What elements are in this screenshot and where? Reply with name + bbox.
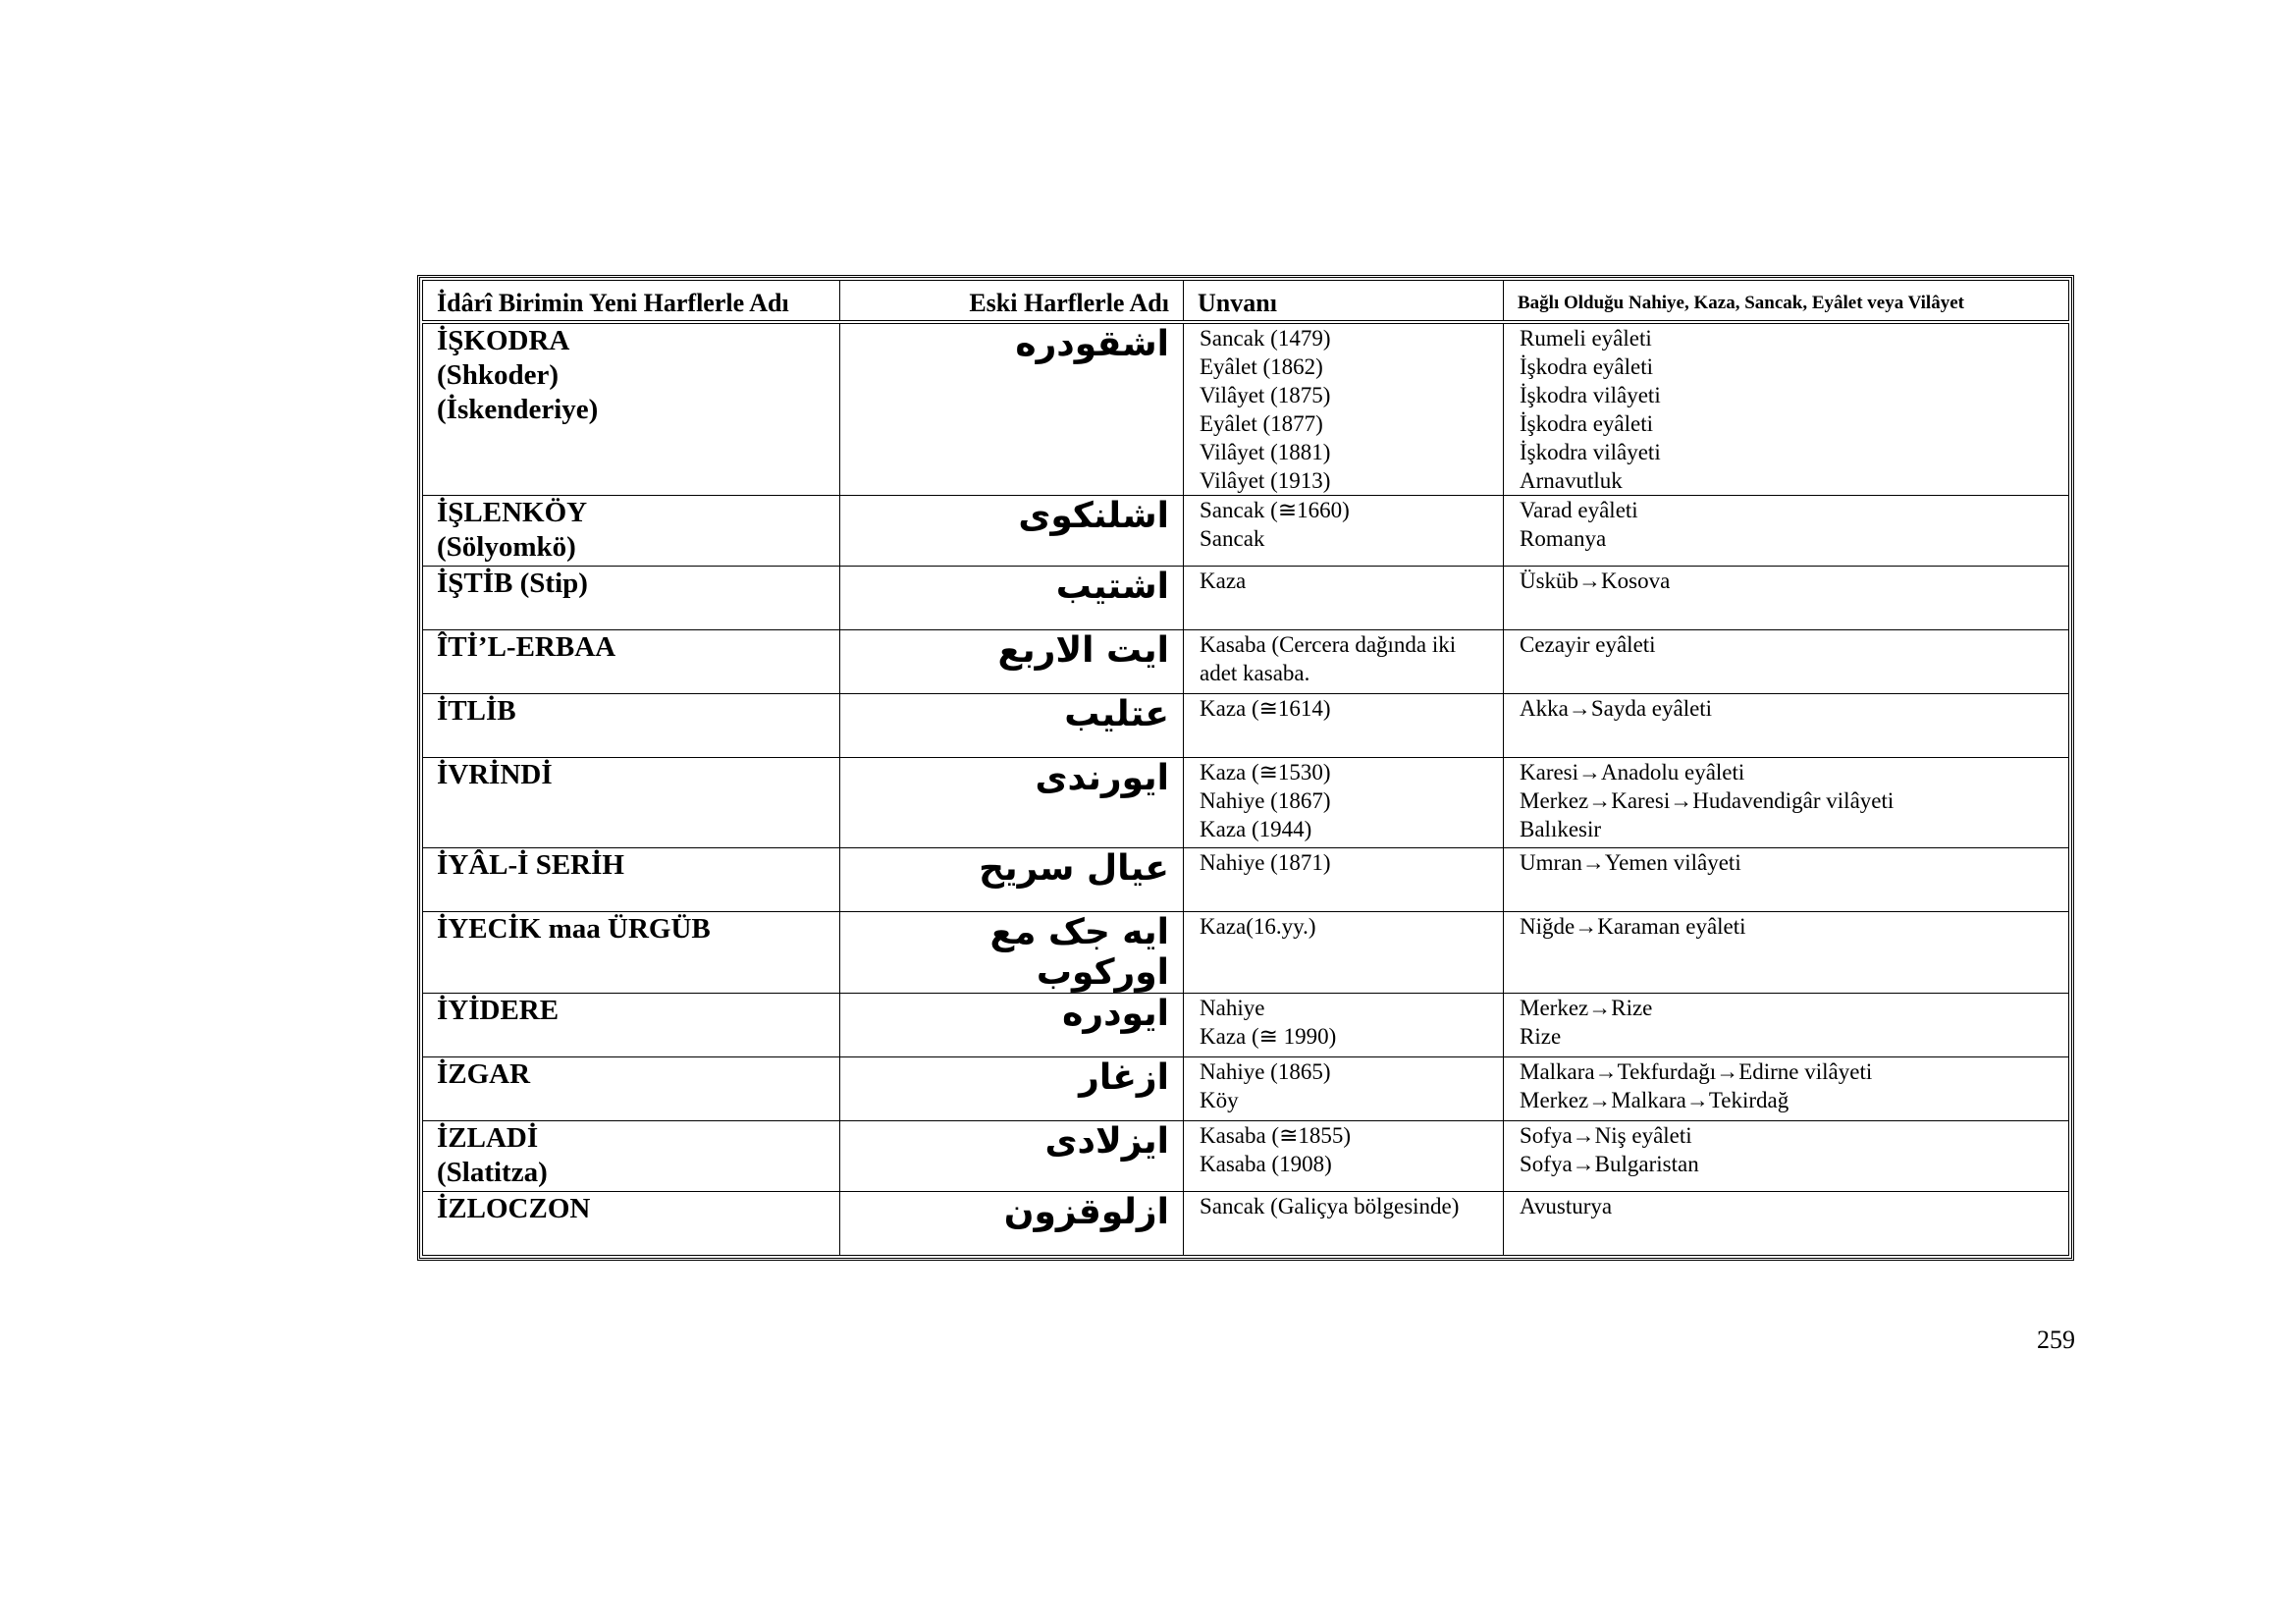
unit-dependency: [1504, 1191, 2069, 1255]
title-line: Sancak (≅1660): [1200, 497, 1350, 522]
dependency-line: Rumeli eyâleti: [1520, 325, 1652, 351]
unit-name: [423, 322, 840, 496]
unit-title: [1184, 495, 1504, 566]
unit-name: [423, 1056, 840, 1120]
unit-name: [423, 757, 840, 847]
title-line: Nahiye (1871): [1200, 849, 1331, 875]
unit-name-line: İVRİNDİ: [437, 758, 553, 790]
table-row: [423, 993, 2069, 1056]
dependency-line: Varad eyâleti: [1520, 497, 1638, 522]
dependency-line: İşkodra vilâyeti: [1520, 382, 1661, 407]
title-line: Nahiye (1867): [1200, 787, 1331, 813]
old-script-name: اشقودره: [840, 322, 1184, 496]
unit-name: [423, 495, 840, 566]
dependency-line: Akka→Sayda eyâleti: [1520, 695, 1713, 721]
unit-title: [1184, 1191, 1504, 1255]
header-dependency: Bağlı Olduğu Nahiye, Kaza, Sancak, Eyâlet veya Vilâyet: [1504, 281, 2069, 322]
dependency-line: Rize: [1520, 1023, 1562, 1049]
unit-name-line: (Slatitza): [437, 1156, 548, 1188]
title-line: Kaza (≅1530): [1200, 759, 1331, 785]
unit-dependency: [1504, 847, 2069, 911]
unit-name-line: İYİDERE: [437, 994, 560, 1026]
unit-title: [1184, 1120, 1504, 1191]
header-title: Unvanı: [1184, 281, 1504, 322]
dependency-line: Umran→Yemen vilâyeti: [1520, 849, 1741, 875]
unit-name: [423, 693, 840, 757]
old-script-name: اشتيب: [840, 566, 1184, 629]
old-script-name: عيال سريح: [840, 847, 1184, 911]
dependency-line: Balıkesir: [1520, 816, 1602, 841]
title-line: adet kasaba.: [1200, 660, 1310, 685]
dependency-line: Üsküb→Kosova: [1520, 568, 1671, 593]
table-row: [423, 911, 2069, 993]
unit-dependency: [1504, 757, 2069, 847]
unit-title: [1184, 566, 1504, 629]
unit-title: [1184, 757, 1504, 847]
title-line: Kaza(16.yy.): [1200, 913, 1316, 939]
header-new-name: İdârî Birimin Yeni Harflerle Adı: [423, 281, 840, 322]
unit-title: [1184, 629, 1504, 693]
dependency-line: Cezayir eyâleti: [1520, 631, 1656, 657]
unit-name-line: (Shkoder): [437, 358, 560, 391]
title-line: Nahiye (1865): [1200, 1058, 1331, 1084]
old-script-name: ازغار: [840, 1056, 1184, 1120]
dependency-line: İşkodra eyâleti: [1520, 410, 1654, 436]
dependency-line: Merkez→Karesi→Hudavendigâr vilâyeti: [1520, 787, 1895, 813]
old-script-name: ايت الاربع: [840, 629, 1184, 693]
unit-dependency: [1504, 911, 2069, 993]
title-line: Vilâyet (1875): [1200, 382, 1331, 407]
unit-name: [423, 566, 840, 629]
old-script-name: ايورندى: [840, 757, 1184, 847]
unit-dependency: [1504, 322, 2069, 496]
unit-dependency: [1504, 629, 2069, 693]
dependency-line: Romanya: [1520, 525, 1607, 551]
unit-name-line: İTLİB: [437, 694, 516, 727]
dependency-line: Arnavutluk: [1520, 467, 1623, 493]
dependency-line: Avusturya: [1520, 1193, 1613, 1218]
title-line: Kasaba (1908): [1200, 1151, 1332, 1176]
dependency-line: Merkez→Malkara→Tekirdağ: [1520, 1087, 1789, 1112]
unit-name-line: (İskenderiye): [437, 393, 599, 425]
table-row: [423, 1056, 2069, 1120]
header-old-script: Eski Harflerle Adı: [840, 281, 1184, 322]
old-script-name: ازلوقزون: [840, 1191, 1184, 1255]
title-line: Sancak (1479): [1200, 325, 1331, 351]
table-row: [423, 693, 2069, 757]
title-line: Nahiye: [1200, 995, 1265, 1020]
dependency-line: Merkez→Rize: [1520, 995, 1653, 1020]
unit-name: [423, 1191, 840, 1255]
table-row: [423, 1120, 2069, 1191]
title-line: Eyâlet (1862): [1200, 353, 1323, 379]
title-line: Kaza (1944): [1200, 816, 1312, 841]
unit-name-line: İŞTİB (Stip): [437, 567, 588, 599]
title-line: Vilâyet (1881): [1200, 439, 1331, 464]
unit-dependency: [1504, 495, 2069, 566]
unit-title: [1184, 693, 1504, 757]
unit-name: [423, 911, 840, 993]
title-line: Kasaba (≅1855): [1200, 1122, 1352, 1148]
unit-name-line: İZLOCZON: [437, 1192, 591, 1224]
unit-title: [1184, 847, 1504, 911]
page-number: 259: [2037, 1326, 2075, 1354]
unit-name: [423, 1120, 840, 1191]
unit-name-line: ÎTİ’L-ERBAA: [437, 630, 616, 663]
unit-name: [423, 993, 840, 1056]
title-line: Kaza (≅1614): [1200, 695, 1331, 721]
dependency-line: Niğde→Karaman eyâleti: [1520, 913, 1746, 939]
unit-dependency: [1504, 1120, 2069, 1191]
table-row: [423, 495, 2069, 566]
title-line: Sancak: [1200, 525, 1265, 551]
table-row: [423, 629, 2069, 693]
old-script-name: ايه جک مع اوركوب: [840, 911, 1184, 993]
unit-name-line: İYECİK maa ÜRGÜB: [437, 912, 711, 945]
title-line: Eyâlet (1877): [1200, 410, 1323, 436]
old-script-name: ايزلادى: [840, 1120, 1184, 1191]
old-script-name: ايودره: [840, 993, 1184, 1056]
unit-dependency: [1504, 993, 2069, 1056]
unit-dependency: [1504, 566, 2069, 629]
title-line: Vilâyet (1913): [1200, 467, 1331, 493]
table-row: [423, 566, 2069, 629]
old-script-name: اشلنكوى: [840, 495, 1184, 566]
unit-title: [1184, 1056, 1504, 1120]
table-row: [423, 847, 2069, 911]
unit-name-line: İŞLENKÖY: [437, 496, 588, 528]
table-row: [423, 1191, 2069, 1255]
table-row: [423, 757, 2069, 847]
admin-units-table: [422, 280, 2069, 1256]
unit-dependency: [1504, 693, 2069, 757]
unit-dependency: [1504, 1056, 2069, 1120]
unit-name-line: İZLADİ: [437, 1121, 539, 1154]
unit-title: [1184, 911, 1504, 993]
unit-name: [423, 847, 840, 911]
title-line: Köy: [1200, 1087, 1239, 1112]
table-header: [423, 281, 2069, 322]
admin-units-table-frame: [417, 275, 2074, 1261]
title-line: Kasaba (Cercera dağında iki: [1200, 631, 1457, 657]
unit-name: [423, 629, 840, 693]
dependency-line: Malkara→Tekfurdağı→Edirne vilâyeti: [1520, 1058, 1873, 1084]
table-row: [423, 322, 2069, 496]
title-line: Kaza: [1200, 568, 1247, 593]
title-line: Sancak (Galiçya bölgesinde): [1200, 1193, 1460, 1218]
table-header-row: [423, 281, 2069, 322]
unit-name-line: İZGAR: [437, 1057, 531, 1090]
old-script-name: عتليب: [840, 693, 1184, 757]
dependency-line: Sofya→Niş eyâleti: [1520, 1122, 1692, 1148]
unit-title: [1184, 322, 1504, 496]
unit-name-line: İYÂL-İ SERİH: [437, 848, 624, 881]
dependency-line: İşkodra vilâyeti: [1520, 439, 1661, 464]
dependency-line: İşkodra eyâleti: [1520, 353, 1654, 379]
unit-title: [1184, 993, 1504, 1056]
dependency-line: Sofya→Bulgaristan: [1520, 1151, 1699, 1176]
dependency-line: Karesi→Anadolu eyâleti: [1520, 759, 1745, 785]
unit-name-line: İŞKODRA: [437, 324, 570, 356]
unit-name-line: (Sölyomkö): [437, 530, 576, 563]
title-line: Kaza (≅ 1990): [1200, 1023, 1337, 1049]
